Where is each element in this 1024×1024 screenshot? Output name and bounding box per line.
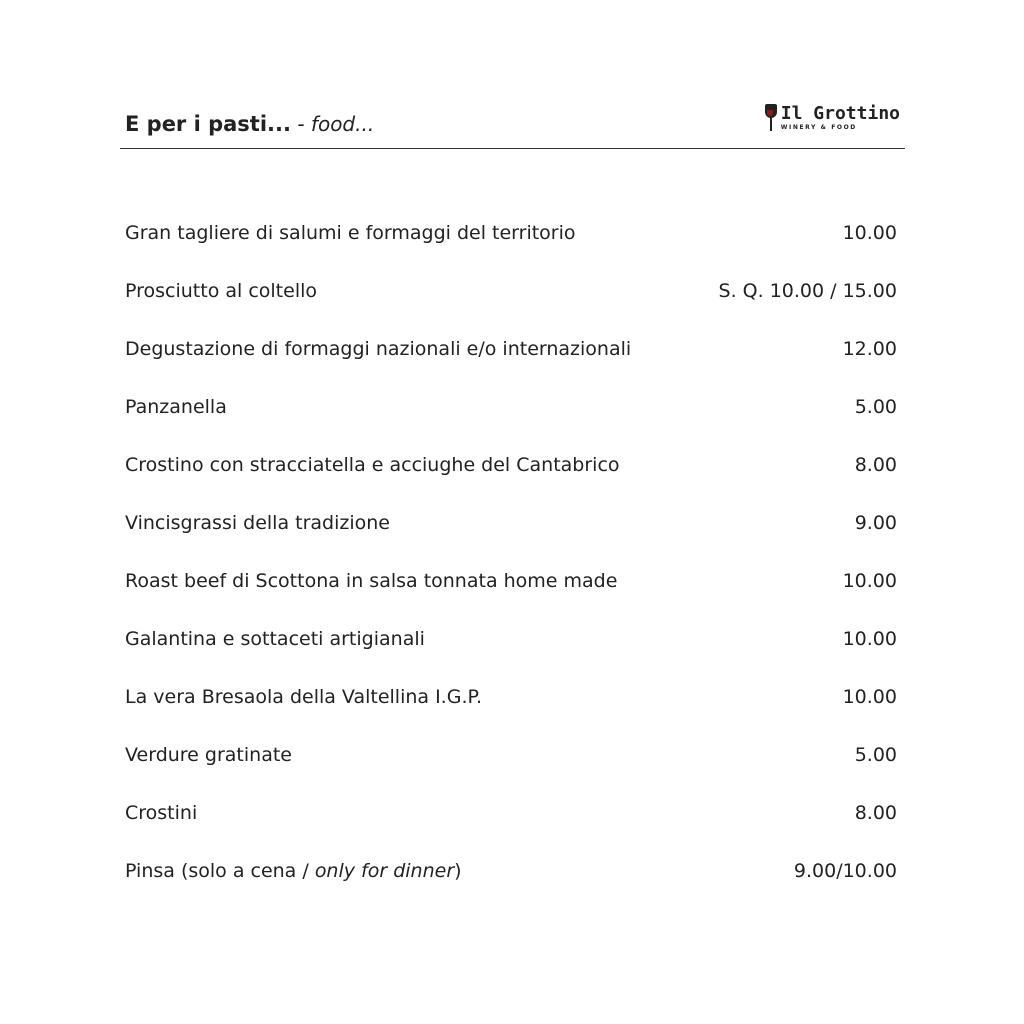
menu-item xyxy=(125,454,897,476)
menu-item xyxy=(125,686,897,708)
item-name: Gran tagliere di salumi e formaggi del territorio xyxy=(125,222,576,244)
item-name: Crostino con stracciatella e acciughe del Cantabrico xyxy=(125,454,620,476)
title-text: E per i pasti... xyxy=(125,112,291,136)
logo-subtitle: WINERY & FOOD xyxy=(780,124,857,131)
wine-glass-icon xyxy=(765,104,779,132)
menu-header xyxy=(120,100,905,149)
item-name: Crostini xyxy=(125,802,198,824)
menu-item xyxy=(125,744,897,766)
item-price: 9.00/10.00 xyxy=(793,860,897,882)
item-price: 8.00 xyxy=(854,802,897,824)
menu-item xyxy=(125,628,897,650)
logo-name: Il Grottino xyxy=(780,103,900,124)
logo xyxy=(765,104,900,136)
item-price: 10.00 xyxy=(842,686,897,708)
menu-item xyxy=(125,222,897,244)
item-name: Prosciutto al coltello xyxy=(125,280,318,302)
menu-item xyxy=(125,512,897,534)
item-name: Verdure gratinate xyxy=(125,744,292,766)
item-name: Degustazione di formaggi nazionali e/o internazionali xyxy=(125,338,632,360)
menu-item xyxy=(125,396,897,418)
item-price: 10.00 xyxy=(842,628,897,650)
item-price: 9.00 xyxy=(854,512,897,534)
menu-item xyxy=(125,570,897,592)
item-price: 8.00 xyxy=(854,454,897,476)
item-name: Galantina e sottaceti artigianali xyxy=(125,628,425,650)
menu-item xyxy=(125,338,897,360)
menu-item xyxy=(125,802,897,824)
item-name: La vera Bresaola della Valtellina I.G.P. xyxy=(125,686,483,708)
item-price: S. Q. 10.00 / 15.00 xyxy=(718,280,897,302)
item-name: Roast beef di Scottona in salsa tonnata home made xyxy=(125,570,618,592)
item-name: Vincisgrassi della tradizione xyxy=(125,512,390,534)
item-price: 10.00 xyxy=(842,570,897,592)
title-subtitle: - food... xyxy=(290,112,375,136)
menu-item xyxy=(125,280,897,302)
item-price: 5.00 xyxy=(854,396,897,418)
item-price: 12.00 xyxy=(842,338,897,360)
item-price: 10.00 xyxy=(842,222,897,244)
item-name: Pinsa (solo a cena / only for dinner) xyxy=(125,860,462,882)
item-price: 5.00 xyxy=(854,744,897,766)
item-name: Panzanella xyxy=(125,396,227,418)
menu-item xyxy=(125,860,897,882)
section-title xyxy=(125,112,374,136)
